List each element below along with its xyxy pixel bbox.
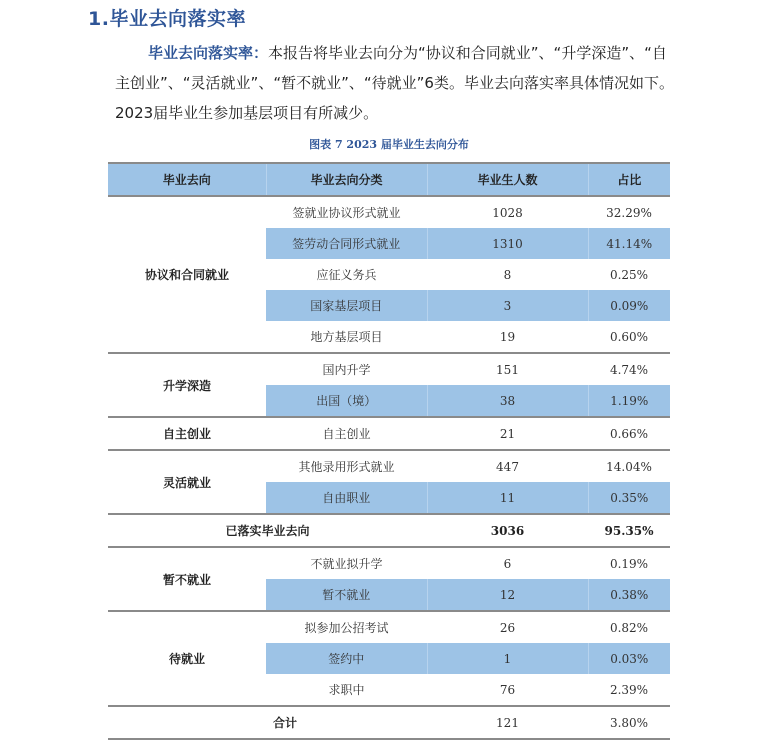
row-percent: 32.29% [606, 205, 652, 220]
row-category: 其他录用形式就业 [266, 450, 427, 482]
row-percent: 4.74% [588, 353, 670, 385]
row-count: 1028 [492, 205, 523, 220]
paragraph-body: 本报告将毕业去向分为“协议和合同就业”、“升学深造”、“自主创业”、“灵活就业”、“暂不就业”、“待就业”6类。毕业去向落实率具体情况如下。2023届毕业生参加基层项目有所减少。 [115, 44, 674, 122]
table-caption: 图表 7 2023 届毕业生去向分布 [309, 138, 469, 151]
total-row [108, 706, 670, 739]
row-percent: 0.25% [609, 267, 649, 282]
row-count: 21 [427, 417, 588, 450]
group-label: 暂不就业 [108, 547, 266, 611]
subtotal-row [108, 514, 670, 547]
row-category: 暂不就业 [266, 579, 427, 611]
group-label: 灵活就业 [108, 450, 266, 514]
row-percent: 1.19% [588, 385, 670, 417]
row-count: 447 [427, 450, 588, 482]
row-count: 151 [427, 353, 588, 385]
group-label: 待就业 [108, 611, 266, 706]
row-percent: 0.09% [588, 290, 670, 321]
table-row [108, 196, 670, 228]
table-row [108, 417, 670, 450]
row-category: 自主创业 [266, 417, 427, 450]
subtotal-count: 3036 [427, 514, 588, 547]
row-category: 国家基层项目 [266, 290, 427, 321]
row-percent: 0.19% [588, 547, 670, 579]
row-count: 76 [499, 682, 516, 697]
row-category: 不就业拟升学 [266, 547, 427, 579]
paragraph-lead: 毕业去向落实率： [148, 44, 269, 62]
destination-table [108, 162, 670, 740]
row-category: 签劳动合同形式就业 [266, 228, 427, 259]
header-category: 毕业去向分类 [266, 163, 427, 196]
row-category: 求职中 [328, 683, 365, 697]
row-percent: 0.82% [588, 611, 670, 643]
row-percent: 2.39% [609, 682, 649, 697]
table-row [108, 353, 670, 385]
row-count: 1310 [427, 228, 588, 259]
header-destination: 毕业去向 [108, 163, 266, 196]
subtotal-label: 已落实毕业去向 [108, 514, 427, 547]
group-label: 自主创业 [108, 417, 266, 450]
row-category: 应征义务兵 [316, 268, 377, 282]
row-count: 8 [503, 267, 512, 282]
table-row [108, 450, 670, 482]
row-count: 12 [427, 579, 588, 611]
row-percent: 0.03% [588, 643, 670, 674]
intro-paragraph [115, 38, 675, 128]
row-count: 3 [427, 290, 588, 321]
total-percent: 3.80% [588, 706, 670, 739]
section-heading: 1.毕业去向落实率 [88, 8, 246, 30]
group-label: 协议和合同就业 [144, 268, 229, 282]
row-category: 出国（境） [266, 385, 427, 417]
row-percent: 0.60% [609, 329, 649, 344]
subtotal-percent: 95.35% [588, 514, 670, 547]
row-category: 自由职业 [266, 482, 427, 514]
table-row [108, 547, 670, 579]
row-category: 签约中 [266, 643, 427, 674]
table-row [108, 611, 670, 643]
row-category: 国内升学 [266, 353, 427, 385]
row-category: 拟参加公招考试 [266, 611, 427, 643]
row-count: 19 [499, 329, 516, 344]
total-label: 合计 [108, 706, 427, 739]
row-percent: 0.38% [588, 579, 670, 611]
row-count: 6 [427, 547, 588, 579]
header-percent: 占比 [588, 163, 670, 196]
table-header-row [108, 163, 670, 196]
row-category: 地方基层项目 [310, 330, 383, 344]
total-count: 121 [427, 706, 588, 739]
row-percent: 0.66% [588, 417, 670, 450]
row-count: 1 [427, 643, 588, 674]
row-percent: 14.04% [588, 450, 670, 482]
row-percent: 0.35% [588, 482, 670, 514]
header-count: 毕业生人数 [427, 163, 588, 196]
row-count: 38 [427, 385, 588, 417]
row-percent: 41.14% [588, 228, 670, 259]
row-count: 26 [427, 611, 588, 643]
group-label: 升学深造 [108, 353, 266, 417]
row-count: 11 [427, 482, 588, 514]
row-category: 签就业协议形式就业 [292, 206, 401, 220]
